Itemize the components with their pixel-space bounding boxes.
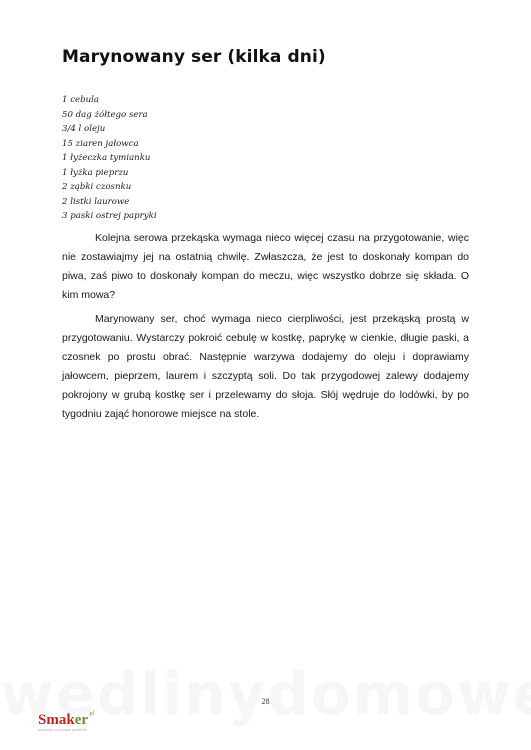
logo-domain-suffix: .pl [88,711,95,717]
page-number: 28 [261,697,270,706]
ingredient-item: 2 listki laurowe [62,196,130,207]
ingredient-item: 1 łyżka pieprzu [62,167,129,178]
ingredient-item: 50 dag żółtego sera [62,109,148,120]
body-paragraph: Marynowany ser, choć wymaga nieco cierpliwości, jest przekąską prostą w przygotowaniu. Wystarczy pokroić cebulę w kostkę, paprykę w cienkie, długie paski, a czosnek po prostu obrać. Następnie warzywa dodajemy do oleju i doprawiamy jałowcem, pieprzem, laurem i szczyptą soli. Do tak przygodowej zalewy dodajemy pokrojony w grubą kostkę ser i przelewamy do słoja. Słój wędruje do lodówki, by po tygodniu zająć honorowe miejsce na stole. [62,313,469,420]
logo-tagline: wszystko o dobrym jedzeniu [38,728,87,732]
ingredient-item: 2 ząbki czosnku [62,182,132,192]
body-paragraph: Kolejna serowa przekąska wymaga nieco więcej czasu na przygotowanie, więc nie zostawiajmy jej na ostatnią chwilę. Zwłaszcza, że jest to doskonały kompan do piwa, zaś piwo to doskonały kompan do meczu, więc wszystko dobrze się składa. O kim mowa? [62,232,469,301]
logo-text-main: Smak [38,712,75,728]
logo-text-accent: er [74,712,89,728]
smaker-logo [38,712,94,733]
ingredient-item: 1 łyżeczka tymianku [62,153,151,163]
ingredient-item: 3/4 l oleju [62,124,106,134]
ingredient-item: 1 cebula [62,95,100,105]
recipe-title: Marynowany ser (kilka dni) [62,47,326,67]
ingredient-list [62,93,157,224]
ingredient-item: 15 ziaren jałowca [62,138,139,149]
ingredient-item: 3 paski ostrej papryki [62,211,157,221]
recipe-body [62,229,469,429]
